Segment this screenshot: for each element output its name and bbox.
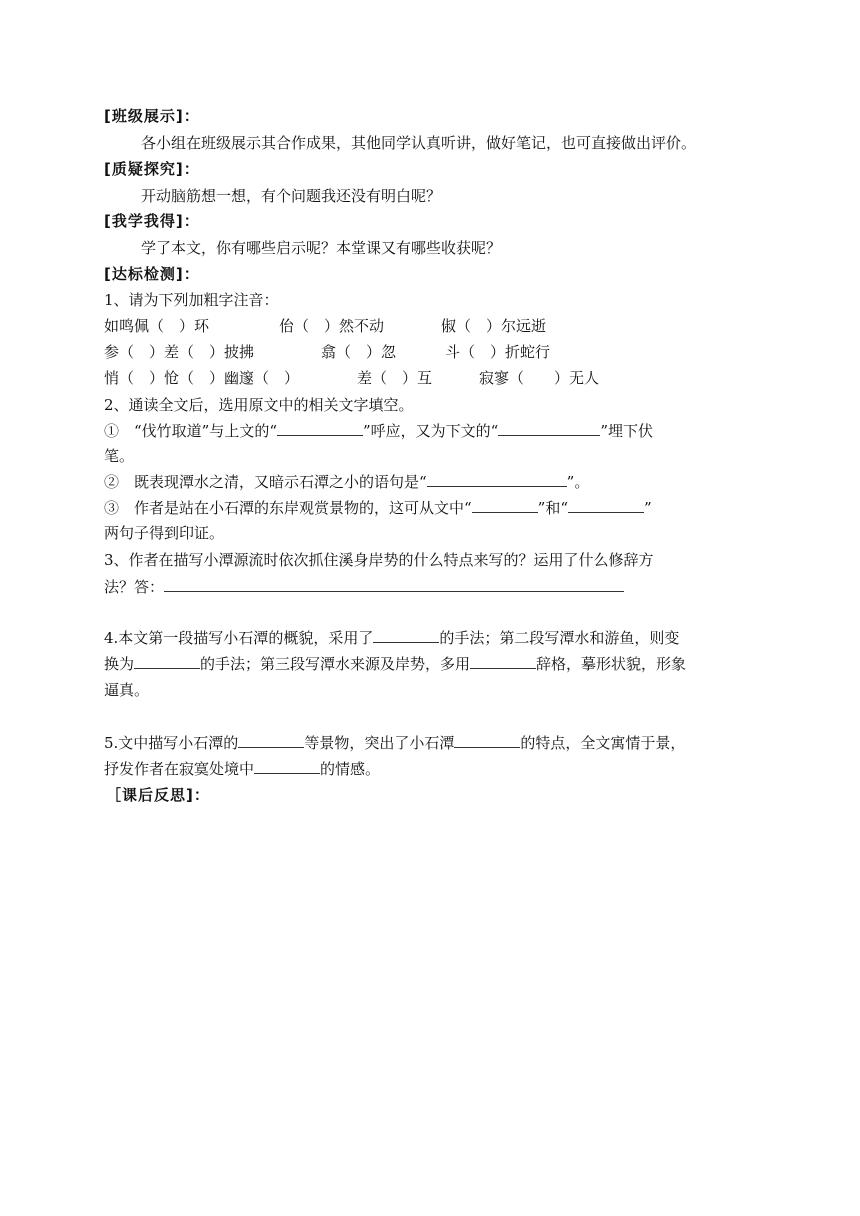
q3-line1: 3、作者在描写小潭源流时依次抓住溪身岸势的什么特点来写的？运用了什么修辞方 (104, 551, 654, 569)
q1-row3-item3: 寂寥（ ）无人 (479, 369, 600, 387)
q2-item1 (104, 421, 653, 441)
reflection-heading: ［课后反思]： (106, 786, 210, 804)
answer-blank[interactable] (427, 472, 567, 487)
q1-row2-item3: 斗（ ）折蛇行 (445, 343, 551, 361)
q4-text-d: 的手法；第三段写潭水来源及岸势，多用 (200, 655, 471, 673)
q2-item1-text-c: ”埋下伏 (600, 422, 654, 440)
answer-blank[interactable] (238, 733, 304, 748)
q4-line3: 逼真。 (104, 681, 150, 699)
q2-item2-text-b: ”。 (566, 473, 590, 491)
q1-row3-item1: 悄（ ）怆（ ）幽邃（ ） (104, 369, 300, 387)
q2-item2-text-a: ② 既表现潭水之清，又暗示石潭之小的语句是“ (104, 473, 427, 491)
q2-item3-cont: 两句子得到印证。 (104, 524, 225, 542)
q2-item1-cont: 笔。 (104, 447, 135, 465)
q5-text-b: 等景物，突出了小石潭 (304, 734, 455, 752)
q1-row2-item2: 翕（ ）忽 (321, 343, 397, 361)
q4-line2 (104, 654, 686, 674)
q2-item1-text-a: ① “伐竹取道”与上文的“ (104, 422, 278, 440)
answer-blank[interactable] (277, 421, 363, 436)
answer-blank[interactable] (498, 421, 600, 436)
q1-row3-item2: 差（ ）互 (357, 369, 433, 387)
q2-item1-text-b: ”呼应，又为下文的“ (363, 422, 499, 440)
q4-text-c: 换为 (104, 655, 135, 673)
gain-body: 学了本文，你有哪些启示呢？本堂课又有哪些收获呢？ (141, 239, 502, 257)
q4-text-b: 的手法；第二段写潭水和游鱼，则变 (439, 629, 680, 647)
answer-blank[interactable] (164, 577, 624, 592)
q2-title: 2、通读全文后，选用原文中的相关文字填空。 (104, 396, 414, 414)
q5-text-d: 抒发作者在寂寞处境中 (104, 760, 255, 778)
q2-item3-text-b: ”和“ (537, 499, 569, 517)
q1-row1-item3: 俶（ ）尔远逝 (441, 317, 547, 335)
class-show-body: 各小组在班级展示其合作成果，其他同学认真听讲，做好笔记，也可直接做出评价。 (141, 134, 697, 152)
answer-blank[interactable] (134, 654, 200, 669)
q1-row1-item1: 如鸣佩（ ）环 (104, 317, 210, 335)
q1-row1-item2: 佁（ ）然不动 (279, 317, 385, 335)
question-body: 开动脑筋想一想，有个问题我还没有明白呢？ (141, 187, 442, 205)
answer-blank[interactable] (454, 733, 520, 748)
class-show-heading: [班级展示]： (104, 107, 200, 125)
q5-line2 (104, 759, 380, 779)
test-heading: [达标检测]： (104, 265, 200, 283)
q4-text-e: 辞格，摹形状貌，形象 (536, 655, 687, 673)
answer-blank[interactable] (470, 654, 536, 669)
q5-text-c: 的特点，全文寓情于景， (520, 734, 686, 752)
q3-line2 (104, 577, 624, 597)
answer-blank[interactable] (254, 759, 320, 774)
q5-text-e: 的情感。 (320, 760, 381, 778)
answer-blank[interactable] (568, 498, 644, 513)
q2-item3-text-c: ” (644, 499, 652, 517)
q2-item2 (104, 472, 589, 492)
q5-text-a: 5.文中描写小石潭的 (104, 734, 239, 752)
gain-heading: [我学我得]： (104, 212, 200, 230)
q3-answer-label: 法？答： (104, 578, 165, 596)
q1-title: 1、请为下列加粗字注音： (104, 291, 279, 309)
question-heading: [质疑探究]： (104, 160, 200, 178)
answer-blank[interactable] (472, 498, 538, 513)
q5-line1 (104, 733, 685, 753)
q2-item3 (104, 498, 652, 518)
q4-text-a: 4.本文第一段描写小石潭的概貌，采用了 (104, 629, 374, 647)
q4-line1 (104, 628, 679, 648)
q1-row2-item1: 参（ ）差（ ）披拂 (104, 343, 255, 361)
q2-item3-text-a: ③ 作者是站在小石潭的东岸观赏景物的，这可从文中“ (104, 499, 472, 517)
answer-blank[interactable] (373, 628, 439, 643)
